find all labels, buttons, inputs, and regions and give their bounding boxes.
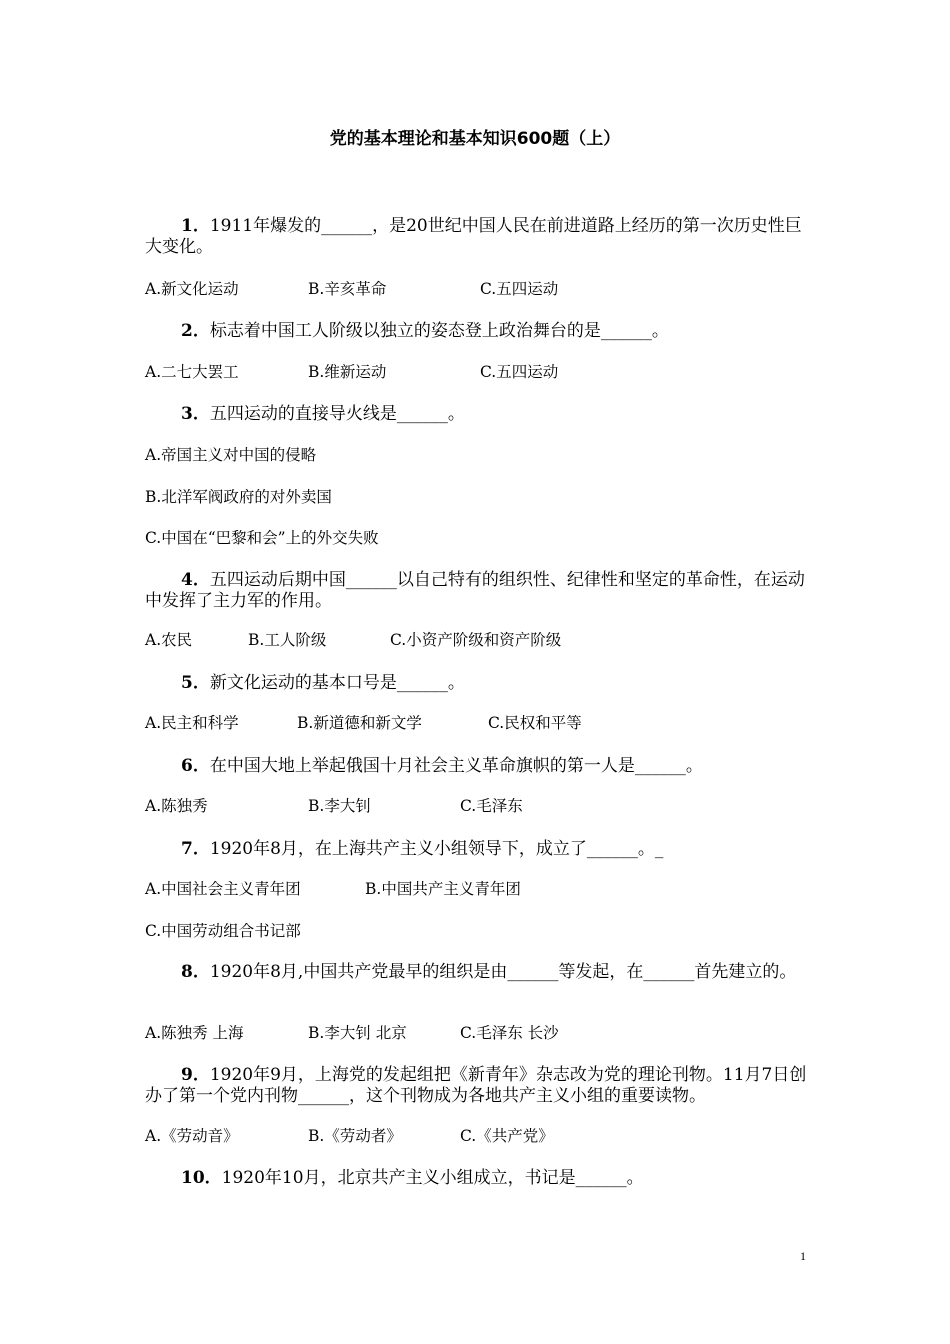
question-4	[145, 570, 810, 612]
options-4	[145, 630, 561, 650]
page-number: 1	[800, 1249, 806, 1263]
option-b: B.《劳动者》	[308, 1127, 402, 1145]
option-b: B.中国共产主义青年团	[365, 880, 521, 898]
option-a: A.《劳动音》	[145, 1127, 239, 1145]
question-1	[145, 216, 810, 258]
question-text: 1920年10月，北京共产主义小组成立，书记是______。	[221, 1168, 644, 1188]
question-number: 9．	[181, 1065, 210, 1085]
option-b: B.北洋军阀政府的对外卖国	[145, 488, 332, 506]
options-9	[145, 1126, 554, 1146]
option-a: A.新文化运动	[145, 280, 239, 298]
question-text: 1920年9月，上海党的发起组把《新青年》杂志改为党的理论刊物。11月7日创办了第一个党内刊物______，这个刊物成为各地共产主义小组的重要读物。	[145, 1065, 807, 1106]
option-a: A.民主和科学	[145, 714, 239, 732]
options-5	[145, 713, 582, 733]
options-8	[145, 1023, 559, 1043]
option-b: B.维新运动	[308, 363, 387, 381]
option-b: B.辛亥革命	[308, 280, 387, 298]
option-c: C.毛泽东 长沙	[460, 1024, 559, 1042]
option-b: B.李大钊	[308, 797, 371, 815]
option-a: A.帝国主义对中国的侵略	[145, 446, 317, 464]
question-6	[145, 756, 810, 777]
option-a: A.陈独秀 上海	[145, 1024, 244, 1042]
option-a: A.陈独秀	[145, 797, 208, 815]
option-b: B.工人阶级	[248, 631, 327, 649]
question-number: 2．	[181, 321, 210, 341]
question-2	[145, 321, 810, 342]
question-text: 新文化运动的基本口号是______。	[209, 673, 465, 693]
question-10	[145, 1168, 810, 1189]
question-9	[145, 1065, 810, 1107]
options-7	[145, 879, 521, 899]
option-c: C.五四运动	[480, 280, 559, 298]
question-number: 7．	[181, 839, 210, 859]
option-c: C.民权和平等	[488, 714, 582, 732]
question-number: 6．	[181, 756, 210, 776]
question-text: 1920年8月，在上海共产主义小组领导下，成立了______。_	[209, 839, 664, 859]
question-text: 1920年8月,中国共产党最早的组织是由______等发起，在______首先建立的。	[209, 962, 797, 982]
options-2	[145, 362, 558, 382]
question-text: 在中国大地上举起俄国十月社会主义革命旗帜的第一人是______。	[209, 756, 703, 776]
question-8	[145, 962, 810, 983]
question-number: 8．	[181, 962, 210, 982]
option-c: C.五四运动	[480, 363, 559, 381]
question-number: 4．	[181, 570, 210, 590]
question-7	[145, 839, 810, 860]
question-number: 10．	[181, 1168, 222, 1188]
option-a: A.中国社会主义青年团	[145, 880, 301, 898]
option-c: C.《共产党》	[460, 1127, 554, 1145]
question-text: 标志着中国工人阶级以独立的姿态登上政治舞台的是______。	[209, 321, 669, 341]
option-b: B.李大钊 北京	[308, 1024, 407, 1042]
option-a: A.二七大罢工	[145, 363, 239, 381]
option-c: C.小资产阶级和资产阶级	[390, 631, 562, 649]
document-title: 党的基本理论和基本知识600题（上）	[329, 129, 621, 149]
options-6	[145, 796, 523, 816]
option-a: A.农民	[145, 631, 193, 649]
options-1	[145, 279, 558, 299]
option-c: C.毛泽东	[460, 797, 523, 815]
option-c: C.中国劳动组合书记部	[145, 922, 301, 940]
question-number: 3．	[181, 404, 210, 424]
question-number: 1．	[181, 216, 210, 236]
question-number: 5．	[181, 673, 210, 693]
question-text: 1911年爆发的______，是20世纪中国人民在前进道路上经历的第一次历史性巨大变化。	[145, 216, 802, 257]
question-5	[145, 673, 810, 694]
option-c: C.中国在“巴黎和会”上的外交失败	[145, 529, 379, 547]
option-b: B.新道德和新文学	[297, 714, 422, 732]
question-3	[145, 404, 810, 425]
question-text: 五四运动后期中国______以自己特有的组织性、纪律性和坚定的革命性，在运动中发挥了主力军的作用。	[145, 570, 805, 611]
question-text: 五四运动的直接导火线是______。	[209, 404, 465, 424]
